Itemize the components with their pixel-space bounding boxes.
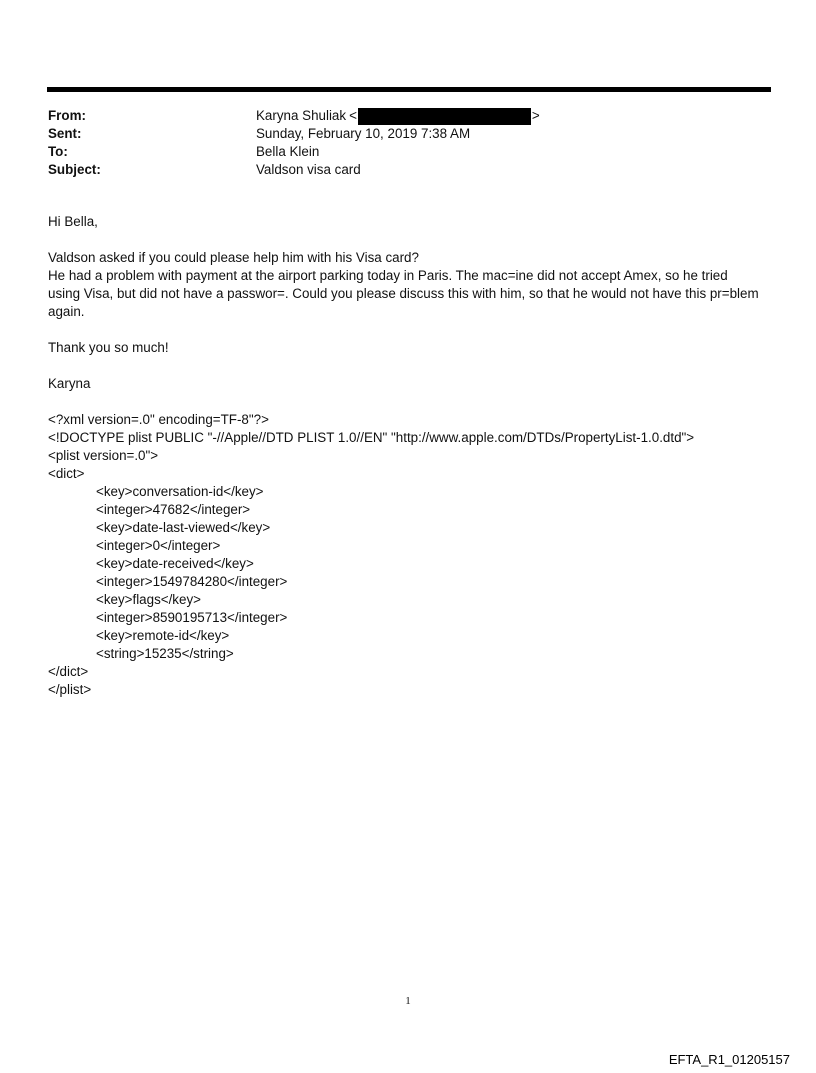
- document-id: EFTA_R1_01205157: [668, 1052, 790, 1067]
- plist-entry: <key>remote-id</key>: [96, 628, 230, 643]
- to-label: To:: [48, 144, 68, 159]
- message-line: again.: [48, 304, 85, 319]
- plist-entry: <integer>1549784280</integer>: [96, 574, 288, 589]
- message-paragraph: [48, 249, 768, 321]
- signature: [48, 375, 768, 393]
- subject-row: [48, 161, 768, 179]
- email-bracket-close: >: [531, 108, 540, 123]
- plist-entry: <integer>0</integer>: [96, 538, 221, 553]
- plist-open-tag: <plist version=.0">: [48, 448, 159, 463]
- email-header: [48, 107, 768, 179]
- thanks-line: Thank you so much!: [48, 340, 169, 355]
- greeting-line: Hi Bella,: [48, 214, 98, 229]
- dict-close-tag: </dict>: [48, 664, 89, 679]
- page-number: 1: [405, 995, 411, 1007]
- plist-entry: <integer>8590195713</integer>: [96, 610, 288, 625]
- message-line: Valdson asked if you could please help him with his Visa card?: [48, 250, 419, 265]
- greeting: [48, 213, 768, 231]
- plist-doctype: <!DOCTYPE plist PUBLIC "-//Apple//DTD PLIST 1.0//EN" "http://www.apple.com/DTDs/PropertyList-1.0.dtd">: [48, 430, 695, 445]
- subject-value: Valdson visa card: [256, 162, 361, 177]
- signature-line: Karyna: [48, 376, 91, 391]
- from-value: [256, 107, 768, 125]
- plist-entry: <key>date-received</key>: [96, 556, 254, 571]
- from-row: [48, 107, 768, 125]
- message-line: He had a problem with payment at the airport parking today in Paris. The mac=ine did not accept Amex, so he tried: [48, 268, 728, 283]
- plist-entry: <integer>47682</integer>: [96, 502, 251, 517]
- to-value: Bella Klein: [256, 144, 320, 159]
- to-row: [48, 143, 768, 161]
- sent-row: [48, 125, 768, 143]
- subject-label: Subject:: [48, 162, 101, 177]
- sender-name: Karyna Shuliak: [256, 108, 347, 123]
- message-line: using Visa, but did not have a passwor=. Could you please discuss this with him, so that he would not have this pr=blem: [48, 286, 759, 301]
- dict-open-tag: <dict>: [48, 466, 85, 481]
- plist-xml-declaration: <?xml version=.0" encoding=TF-8"?>: [48, 412, 269, 427]
- thanks: [48, 339, 768, 357]
- email-bracket-open: <: [349, 108, 357, 123]
- sent-label: Sent:: [48, 126, 82, 141]
- from-label: From:: [48, 108, 86, 123]
- plist-entry: <string>15235</string>: [96, 646, 234, 661]
- sent-value: Sunday, February 10, 2019 7:38 AM: [256, 126, 471, 141]
- header-rule: [47, 87, 771, 92]
- plist-close-tag: </plist>: [48, 682, 92, 697]
- redacted-email-block: [358, 108, 531, 125]
- plist-block: [48, 411, 768, 699]
- plist-entry: <key>date-last-viewed</key>: [96, 520, 271, 535]
- email-body: [48, 213, 768, 699]
- plist-entry: <key>flags</key>: [96, 592, 201, 607]
- plist-entry: <key>conversation-id</key>: [96, 484, 264, 499]
